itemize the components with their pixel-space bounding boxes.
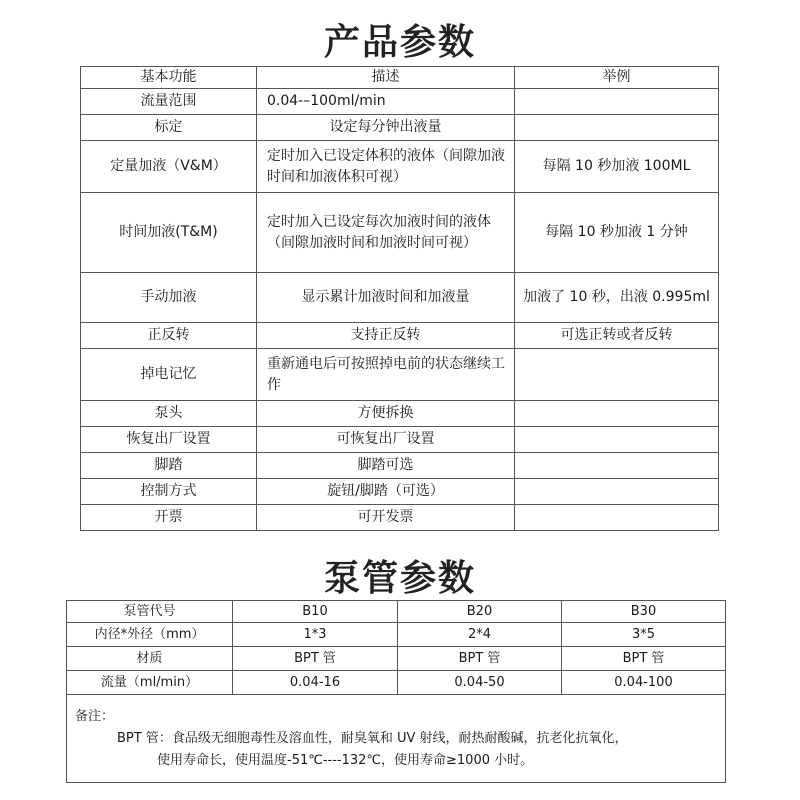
- table-header-row: [81, 67, 719, 89]
- tube-cell: 流量（ml/min）: [67, 671, 233, 695]
- feature-cell: 流量范围: [81, 89, 257, 115]
- feature-cell: 控制方式: [81, 479, 257, 505]
- note-line-2: 使用寿命长，使用温度-51℃----132℃，使用寿命≥1000 小时。: [157, 752, 534, 768]
- example-cell: [515, 115, 719, 141]
- table-row: [81, 323, 719, 349]
- example-cell: 每隔 10 秒加液 100ML: [515, 141, 719, 193]
- desc-cell: 可开发票: [257, 505, 515, 531]
- table-row: [81, 193, 719, 273]
- tube-cell: B30: [562, 601, 726, 623]
- note-row: [67, 695, 726, 783]
- desc-cell: 显示累计加液时间和加液量: [257, 273, 515, 323]
- table-row: [67, 671, 726, 695]
- desc-cell: 可恢复出厂设置: [257, 427, 515, 453]
- example-cell: [515, 401, 719, 427]
- tube-cell: BPT 管: [398, 647, 562, 671]
- tube-cell: 内径*外径（mm）: [67, 623, 233, 647]
- example-cell: 加液了 10 秒，出液 0.995ml: [515, 273, 719, 323]
- example-cell: [515, 427, 719, 453]
- table-row: [81, 401, 719, 427]
- desc-cell: 0.04-–100ml/min: [257, 89, 515, 115]
- tube-cell: BPT 管: [233, 647, 398, 671]
- tube-cell: 0.04-50: [398, 671, 562, 695]
- feature-cell: 开票: [81, 505, 257, 531]
- desc-cell: 旋钮/脚踏（可选）: [257, 479, 515, 505]
- table-row: [67, 623, 726, 647]
- table-row: [81, 141, 719, 193]
- desc-cell: 支持正反转: [257, 323, 515, 349]
- desc-cell: 方便拆换: [257, 401, 515, 427]
- table-row: [81, 89, 719, 115]
- product-params-table: [80, 66, 719, 531]
- desc-cell: 定时加入已设定体积的液体（间隙加液时间和加液体积可视）: [257, 141, 515, 193]
- table-row: [81, 115, 719, 141]
- tube-params-table: [66, 600, 726, 783]
- feature-cell: 手动加液: [81, 273, 257, 323]
- product-params-title: 产品参数: [323, 22, 476, 63]
- table-row: [81, 505, 719, 531]
- example-cell: [515, 479, 719, 505]
- feature-cell: 定量加液（V&M）: [81, 141, 257, 193]
- header-feature: 基本功能: [81, 67, 257, 89]
- desc-cell: 设定每分钟出液量: [257, 115, 515, 141]
- feature-cell: 时间加液(T&M): [81, 193, 257, 273]
- tube-cell: 3*5: [562, 623, 726, 647]
- tube-cell: 泵管代号: [67, 601, 233, 623]
- example-cell: [515, 505, 719, 531]
- note-line-1: BPT 管：食品级无细胞毒性及溶血性，耐臭氧和 UV 射线，耐热耐酸碱，抗老化抗氧化，: [117, 730, 628, 746]
- feature-cell: 标定: [81, 115, 257, 141]
- tube-cell: 2*4: [398, 623, 562, 647]
- example-cell: 可选正转或者反转: [515, 323, 719, 349]
- table-row: [81, 349, 719, 401]
- table-row: [81, 427, 719, 453]
- tube-params-title: 泵管参数: [323, 558, 476, 599]
- header-desc: 描述: [257, 67, 515, 89]
- feature-cell: 泵头: [81, 401, 257, 427]
- table-row: [81, 479, 719, 505]
- tube-cell: 材质: [67, 647, 233, 671]
- table-row: [67, 647, 726, 671]
- tube-cell: 1*3: [233, 623, 398, 647]
- tube-cell: 0.04-16: [233, 671, 398, 695]
- desc-cell: 脚踏可选: [257, 453, 515, 479]
- example-cell: [515, 349, 719, 401]
- feature-cell: 恢复出厂设置: [81, 427, 257, 453]
- desc-cell: 重新通电后可按照掉电前的状态继续工作: [257, 349, 515, 401]
- tube-cell: BPT 管: [562, 647, 726, 671]
- note-cell: [67, 695, 726, 783]
- desc-cell: 定时加入已设定每次加液时间的液体（间隙加液时间和加液时间可视）: [257, 193, 515, 273]
- table-row: [67, 601, 726, 623]
- tube-cell: B10: [233, 601, 398, 623]
- tube-cell: B20: [398, 601, 562, 623]
- note-label: 备注：: [75, 708, 115, 724]
- example-cell: [515, 89, 719, 115]
- header-example: 举例: [515, 67, 719, 89]
- feature-cell: 掉电记忆: [81, 349, 257, 401]
- feature-cell: 脚踏: [81, 453, 257, 479]
- tube-cell: 0.04-100: [562, 671, 726, 695]
- feature-cell: 正反转: [81, 323, 257, 349]
- table-row: [81, 453, 719, 479]
- example-cell: [515, 453, 719, 479]
- table-row: [81, 273, 719, 323]
- example-cell: 每隔 10 秒加液 1 分钟: [515, 193, 719, 273]
